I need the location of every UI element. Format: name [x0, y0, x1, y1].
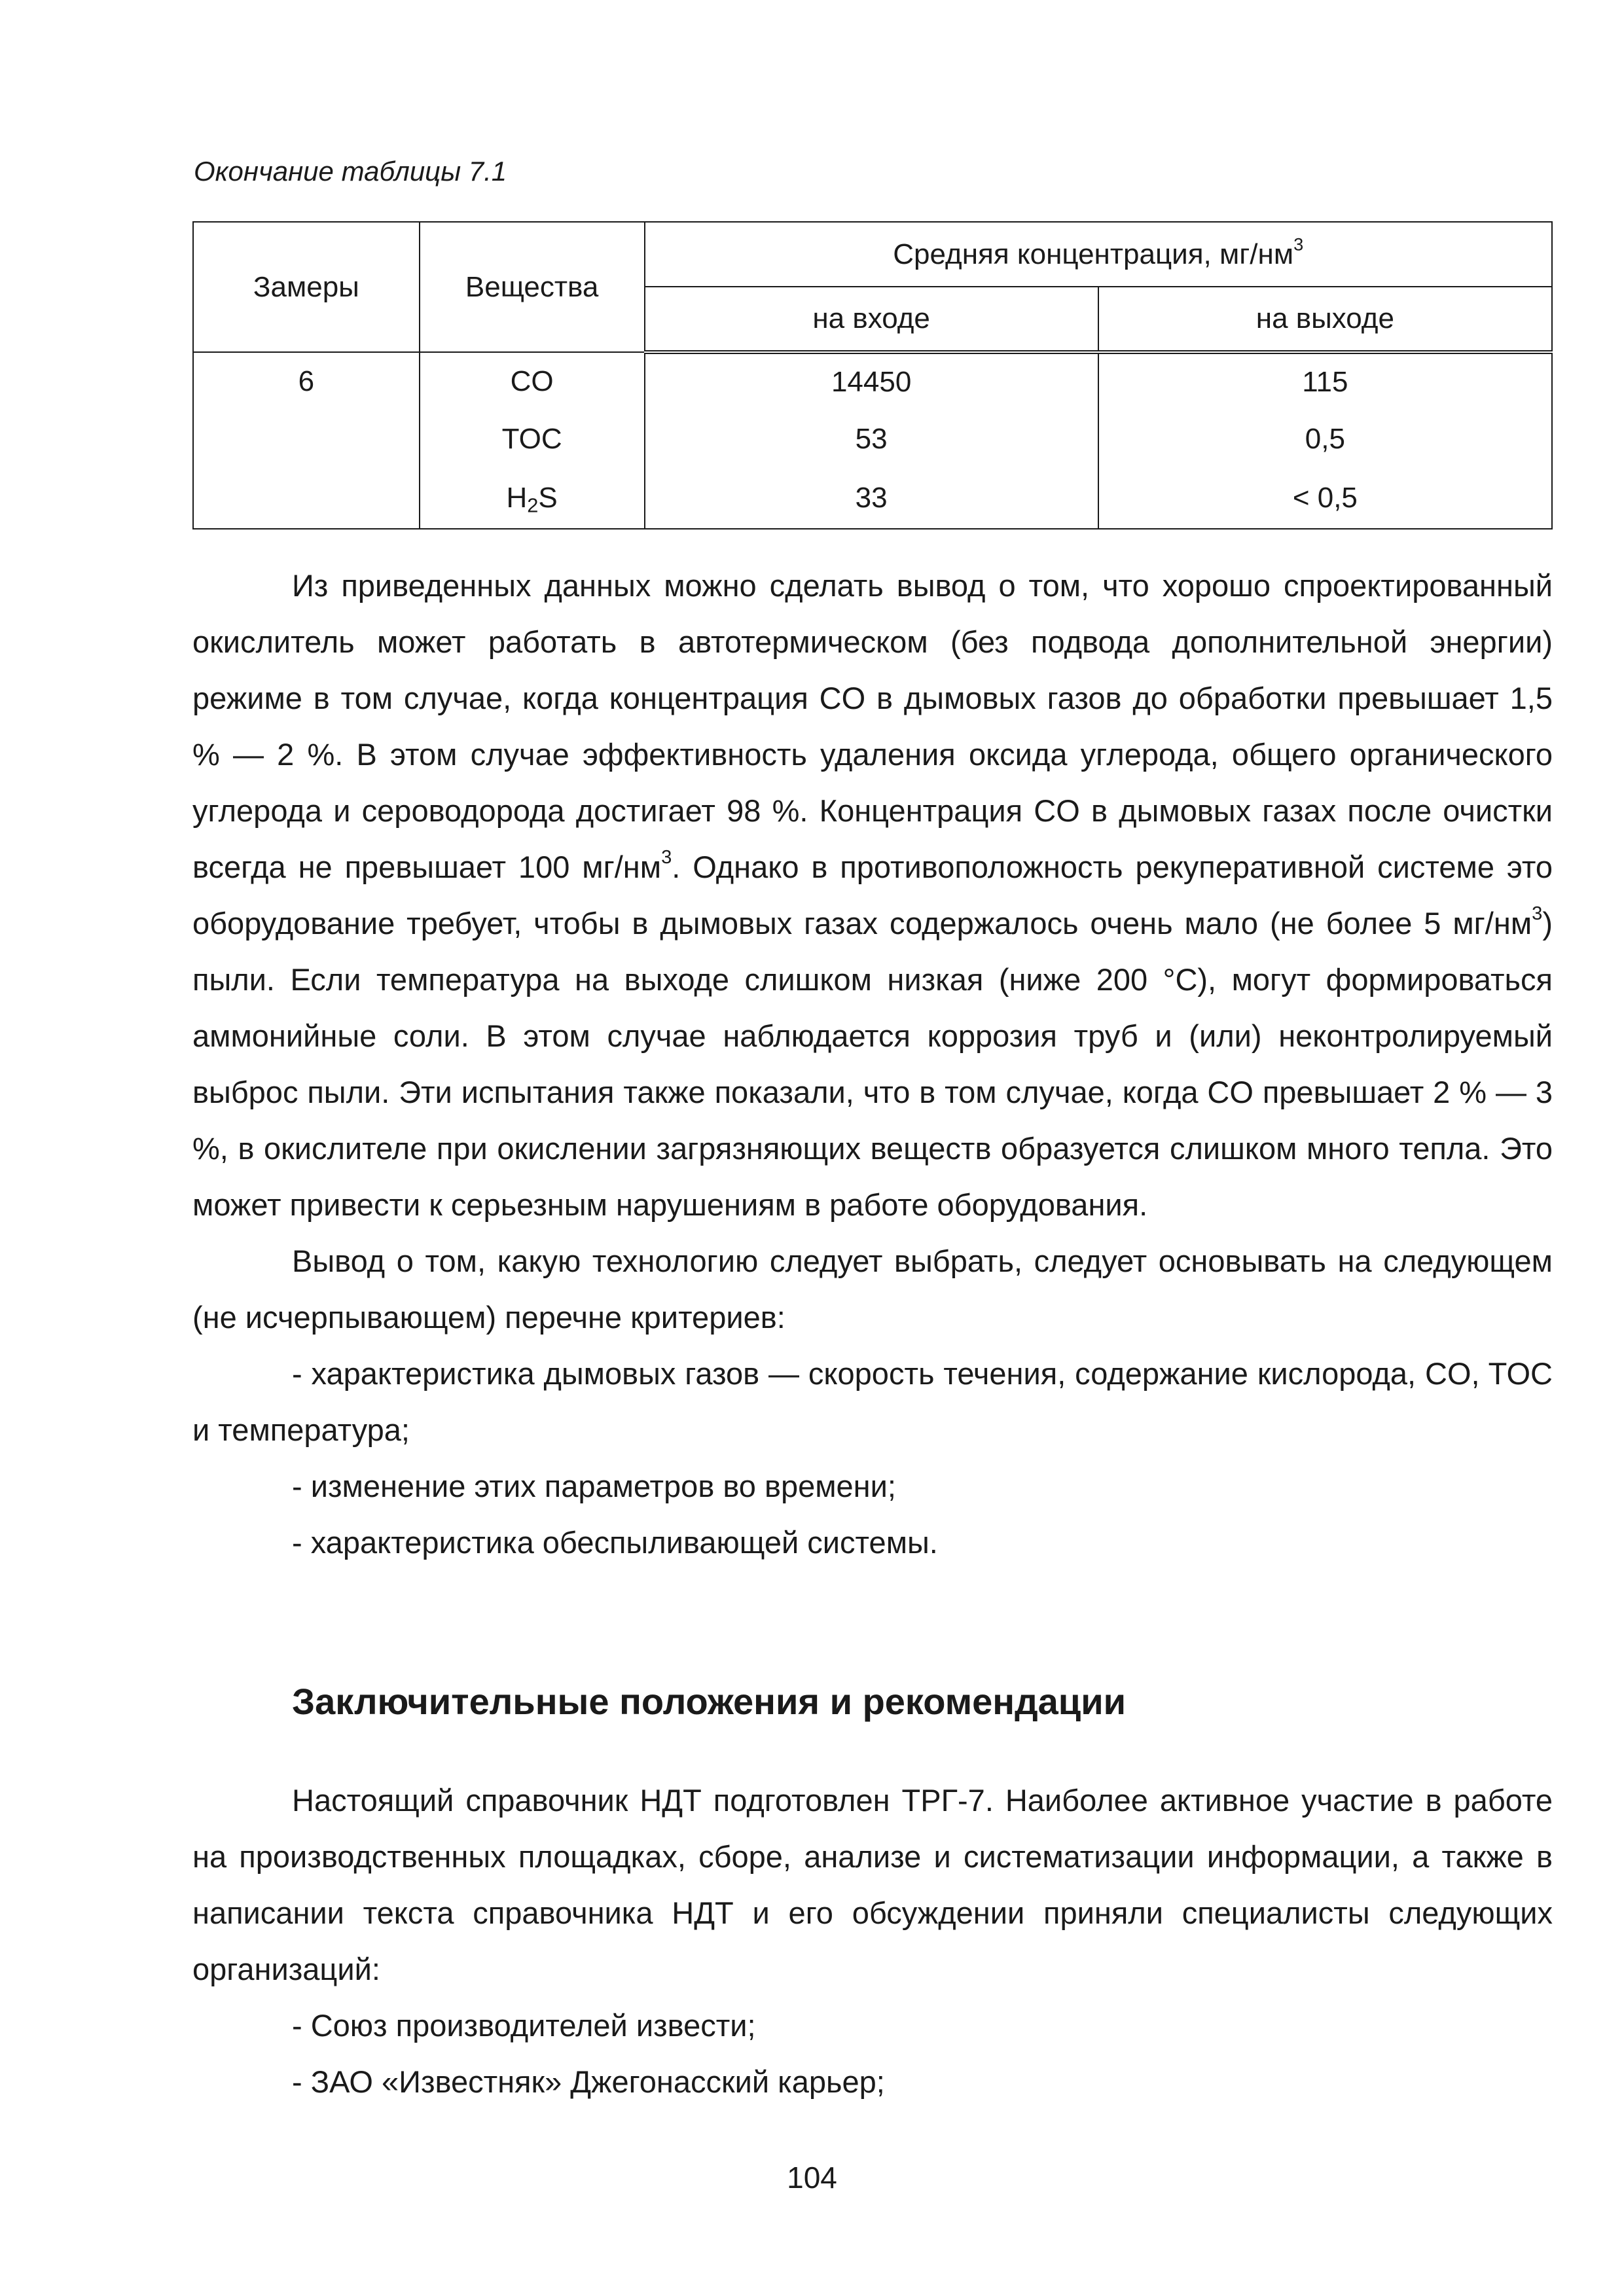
cell-measurement: 6 — [193, 352, 420, 410]
table-caption: Окончание таблицы 7.1 — [194, 156, 507, 187]
cell-substance — [420, 468, 645, 529]
list-item: - характеристика обеспыливающей системы. — [292, 1525, 938, 1560]
substance-text: H — [506, 482, 528, 514]
substance-sub: 2 — [527, 493, 539, 517]
paragraph-criteria-intro: Вывод о том, какую технологию следует выбрать, следует основывать на следующем (не исчерпывающем) перечне критериев: — [192, 1244, 1553, 1335]
table-row — [193, 352, 1552, 410]
superscript: 3 — [1532, 903, 1543, 925]
cell-outlet: 115 — [1098, 352, 1552, 410]
list-item: - ЗАО «Известняк» Джегонасский карьер; — [292, 2064, 885, 2099]
list-item: - изменение этих параметров во времени; — [292, 1469, 896, 1503]
substance-suffix: S — [538, 482, 558, 514]
cell-measurement — [193, 410, 420, 468]
table-header-row — [193, 222, 1552, 287]
cell-outlet: < 0,5 — [1098, 468, 1552, 529]
page-number: 104 — [787, 2161, 837, 2195]
header-substances: Вещества — [420, 222, 645, 352]
cell-substance — [420, 410, 645, 468]
table-body — [193, 352, 1552, 529]
list-item: - Союз производителей извести; — [292, 2008, 756, 2043]
paragraph-authors: Настоящий справочник НДТ подготовлен ТРГ-7. Наиболее активное участие в работе на производственных площадках, сборе, анализе и систематизации информации, а также в написании текста справочника НДТ и его обсуждении приняли специалисты следующих организаций: — [192, 1783, 1553, 1986]
cell-outlet: 0,5 — [1098, 410, 1552, 468]
paragraph-text: . Однако в противоположность рекуперативной системе это оборудование требует, чтобы в дымовых газах содержалось очень мало (не более 5 мг/нм — [192, 850, 1553, 941]
concentration-table — [192, 221, 1553, 529]
paragraph-text: ) пыли. Если температура на выходе слишком низкая (ниже 200 °C), могут формироваться аммонийные соли. В этом случае наблюдается коррозия труб и (или) неконтролируемый выброс пыли. Эти испытания также показали, что в том случае, когда CO превышает 2 % — 3 %, в окислителе при окислении загрязняющих веществ образуется слишком много тепла. Это может привести к серьезным нарушениям в работе оборудования. — [192, 906, 1553, 1222]
cell-inlet: 14450 — [645, 352, 1098, 410]
cell-inlet: 33 — [645, 468, 1098, 529]
header-inlet: на входе — [645, 287, 1098, 352]
cell-measurement — [193, 468, 420, 529]
superscript: 3 — [661, 847, 672, 869]
substance-text: TOC — [501, 423, 562, 455]
list-item: - характеристика дымовых газов — скорость течения, содержание кислорода, CO, TOC и температура; — [192, 1356, 1553, 1447]
header-concentration-sup: 3 — [1293, 234, 1304, 255]
paragraph-text: Из приведенных данных можно сделать вывод о том, что хорошо спроектированный окислитель может работать в автотермическом (без подвода дополнительной энергии) режиме в том случае, когда концентрация CO в дымовых газов до обработки превышает 1,5 % — 2 %. В этом случае эффективность удаления оксида углерода, общего органического углерода и сероводорода достигает 98 %. Концентрация CO в дымовых газах после очистки всегда не превышает 100 мг/нм — [192, 568, 1553, 884]
header-measurements: Замеры — [193, 222, 420, 352]
cell-substance — [420, 352, 645, 410]
substance-text: CO — [510, 365, 554, 397]
cell-inlet: 53 — [645, 410, 1098, 468]
section-heading: Заключительные положения и рекомендации — [292, 1681, 1127, 1722]
header-concentration — [645, 222, 1552, 287]
table-row — [193, 468, 1552, 529]
body-text — [192, 558, 1553, 1571]
header-concentration-label: Средняя концентрация, мг/нм — [893, 238, 1294, 270]
header-outlet: на выходе — [1098, 287, 1552, 352]
paragraph-conclusion — [192, 558, 1553, 1233]
section-text — [192, 1772, 1553, 2110]
table-row — [193, 410, 1552, 468]
